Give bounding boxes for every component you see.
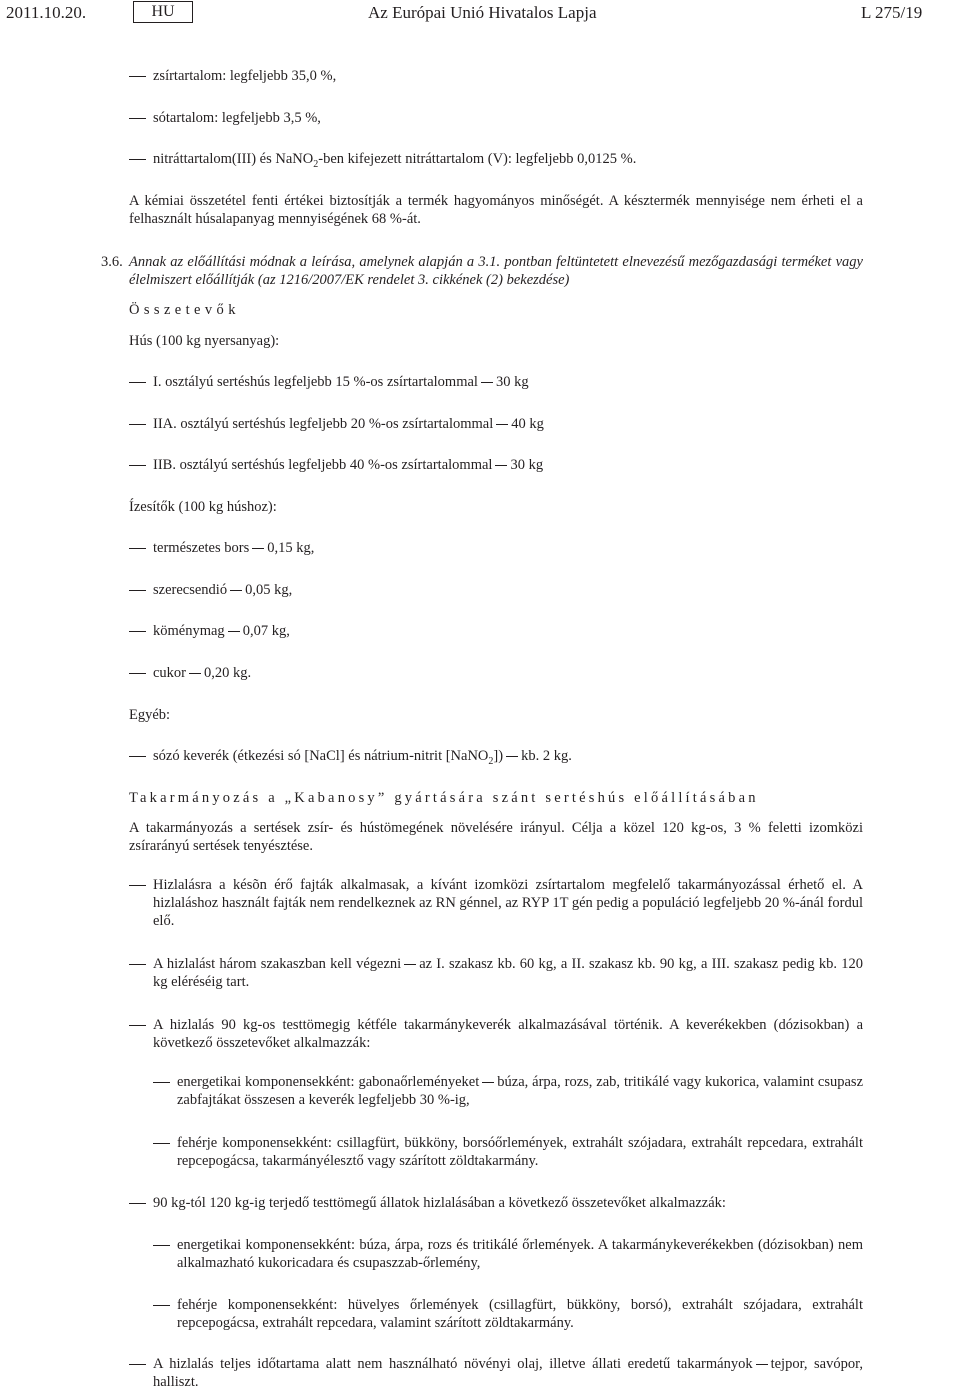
page-number: L 275/19 xyxy=(861,3,923,22)
spice-item: köménymag 0,07 kg, xyxy=(153,623,290,639)
list-dash xyxy=(153,1245,170,1246)
list-dash xyxy=(129,631,146,632)
list-dash xyxy=(153,1082,170,1083)
meat-item: I. osztályú sertéshús legfeljebb 15 %-os zsírtartalommal 30 kg xyxy=(153,374,529,390)
meat-item: IIA. osztályú sertéshús legfeljebb 20 %-os zsírtartalommal 40 kg xyxy=(153,416,544,432)
other-heading: Egyéb: xyxy=(129,707,171,723)
feeding-bullet: 90 kg-tól 120 kg-ig terjedő testtömegű állatok hizlalásában a következő összetevőket alkalmazzák: xyxy=(153,1195,726,1211)
spice-item: cukor 0,20 kg. xyxy=(153,665,252,681)
section-title: Annak az előállítási módnak a leírása, amelynek alapján a 3.1. pontban feltüntetett elnevezésű mezőgazdasági terméket vagy élelmiszert előállítják (az 1216/2007/EK rendelet 3. cikkének (2) bekezdése) xyxy=(129,254,863,288)
list-dash xyxy=(129,382,146,383)
list-item-nitrate: nitráttartalom(III) és NaNO$_2$-ben kifejezett nitráttartalom (V): legfeljebb 0,0125 %. xyxy=(153,151,637,170)
meat-heading: Hús (100 kg nyersanyag): xyxy=(129,333,280,349)
feeding-sub-item: energetikai komponensekként: gabonaőrleményeket búza, árpa, rozs, zab, tritikálé vagy kukorica, valamint csupasz zabfajtákat összesen a keverék legfeljebb 30 %-ig, xyxy=(177,1074,864,1108)
feeding-heading: Takarmányozás a „Kabanosy” gyártására szánt sertéshús előállításában xyxy=(129,790,759,806)
list-dash xyxy=(129,118,146,119)
list-dash xyxy=(129,1364,146,1365)
feeding-sub-item: fehérje komponensekként: hüvelyes őrlemények (csillagfürt, bükköny, borsó), extrahált szójadara, extrahált repcepogácsa, extrahált repcedara, valamint szárított zöldtakarmány. xyxy=(177,1297,863,1331)
list-dash xyxy=(129,756,146,757)
list-dash xyxy=(129,1203,146,1204)
spice-heading: Ízesítők (100 kg húshoz): xyxy=(129,499,277,515)
feeding-bullet: A hizlalás teljes időtartama alatt nem használható növényi olaj, illetve állati eredetű takarmányok tejpor, savópor, halliszt. xyxy=(153,1356,863,1390)
list-dash xyxy=(129,885,146,886)
quality-paragraph: A kémiai összetétel fenti értékei biztosítják a termék hagyományos minőségét. A késztermék mennyisége nem érheti el a felhasznált húsalapanyag mennyiségének 68 %-át. xyxy=(129,193,863,227)
header-date: 2011.10.20. xyxy=(6,3,87,22)
feeding-sub-item: energetikai komponensekként: búza, árpa, rozs és tritikálé őrlemények. A takarmánykeverékekben (dózisokban) nem alkalmazható kukoricadara és csupaszzab-őrlemény, xyxy=(177,1237,863,1271)
feeding-sub-item: fehérje komponensekként: csillagfürt, bükköny, borsóőrlemények, extrahált szójadara, extrahált repcedara, extrahált repcepogácsa, takarmányélesztő vagy szárított zöldtakarmány. xyxy=(177,1135,863,1169)
list-dash xyxy=(129,159,146,160)
spice-item: szerecsendió 0,05 kg, xyxy=(153,582,293,598)
list-dash xyxy=(129,548,146,549)
list-dash xyxy=(129,964,146,965)
ingredients-heading: Összetevők xyxy=(129,302,240,318)
other-item: sózó keverék (étkezési só [NaCl] és nátrium-nitrit [NaNO$_2$]) kb. 2 kg. xyxy=(153,748,572,767)
list-dash xyxy=(153,1305,170,1306)
list-dash xyxy=(129,590,146,591)
feeding-bullet: Hizlalásra a késõn érő fajták alkalmasak, a kívánt izomközi zsírtartalom megfelelő takarmányozással érhető el. A hizlaláshoz használt fajták nem rendelkeznek az RN génnel, az RYP 1T gén pedig a populáció legfeljebb 20 %-ánál fordul elő. xyxy=(153,877,863,929)
list-dash xyxy=(129,1025,146,1026)
section-number: 3.6. xyxy=(101,254,123,270)
list-item: zsírtartalom: legfeljebb 35,0 %, xyxy=(153,68,337,84)
list-dash xyxy=(129,465,146,466)
language-badge: HU xyxy=(133,1,193,23)
list-dash xyxy=(153,1143,170,1144)
list-dash xyxy=(129,673,146,674)
meat-item: IIB. osztályú sertéshús legfeljebb 40 %-os zsírtartalommal 30 kg xyxy=(153,457,544,473)
list-dash xyxy=(129,76,146,77)
feeding-paragraph: A takarmányozás a sertések zsír- és hústömegének növelésére irányul. Célja a közel 120 kg-os, 3 % feletti izomközi zsírarányú sertések tenyésztése. xyxy=(129,820,863,854)
list-dash xyxy=(129,424,146,425)
feeding-bullet: A hizlalás 90 kg-os testtömegig kétféle takarmánykeverék alkalmazásával történik. A keverékekben (dózisokban) a következő összetevőket alkalmazzák: xyxy=(153,1017,863,1051)
journal-title: Az Európai Unió Hivatalos Lapja xyxy=(368,3,597,22)
feeding-bullet: A hizlalást három szakaszban kell végezni az I. szakasz kb. 60 kg, a II. szakasz kb. 90 kg, a III. szakasz pedig kb. 120 kg eléréséig tart. xyxy=(153,956,863,990)
list-item: sótartalom: legfeljebb 3,5 %, xyxy=(153,110,321,126)
spice-item: természetes bors 0,15 kg, xyxy=(153,540,315,556)
